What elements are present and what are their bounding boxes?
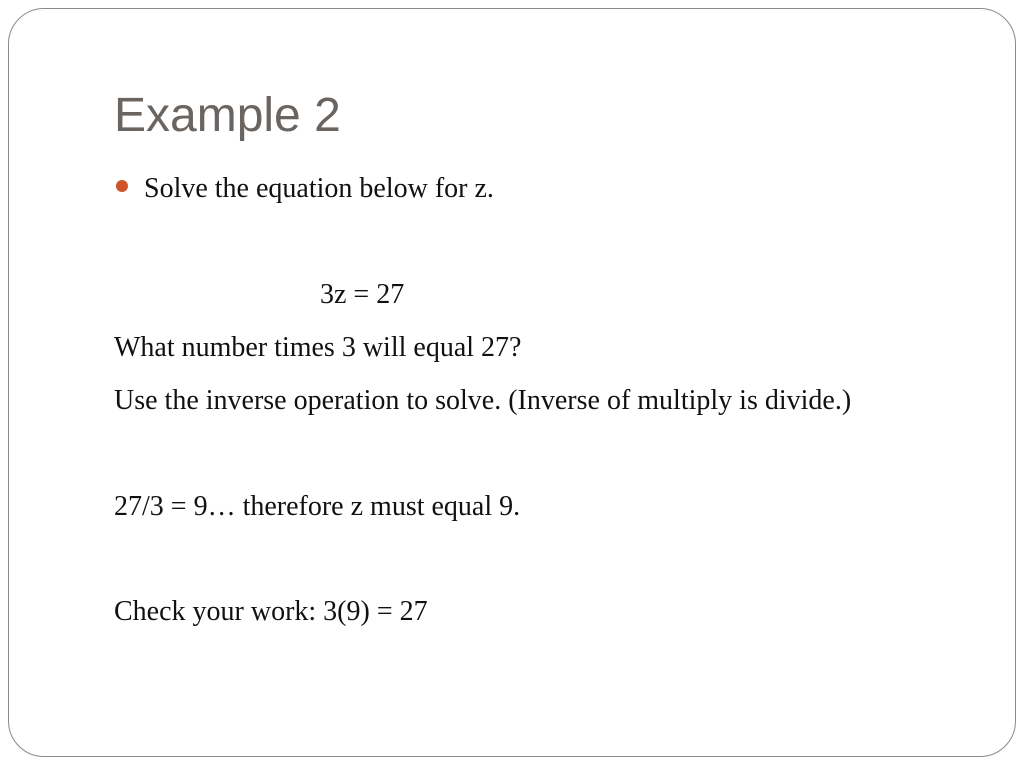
slide-title: Example 2	[114, 89, 341, 142]
inverse-operation-note: Use the inverse operation to solve. (Inverse of multiply is divide.)	[114, 385, 852, 416]
equation: 3z = 27	[320, 279, 405, 310]
bullet-instruction: Solve the equation below for z.	[144, 173, 494, 204]
bullet-dot-icon	[116, 180, 128, 192]
result-text: 27/3 = 9… therefore z must equal 9.	[114, 491, 521, 522]
question-text: What number times 3 will equal 27?	[114, 332, 522, 363]
check-work-text: Check your work: 3(9) = 27	[114, 596, 428, 627]
